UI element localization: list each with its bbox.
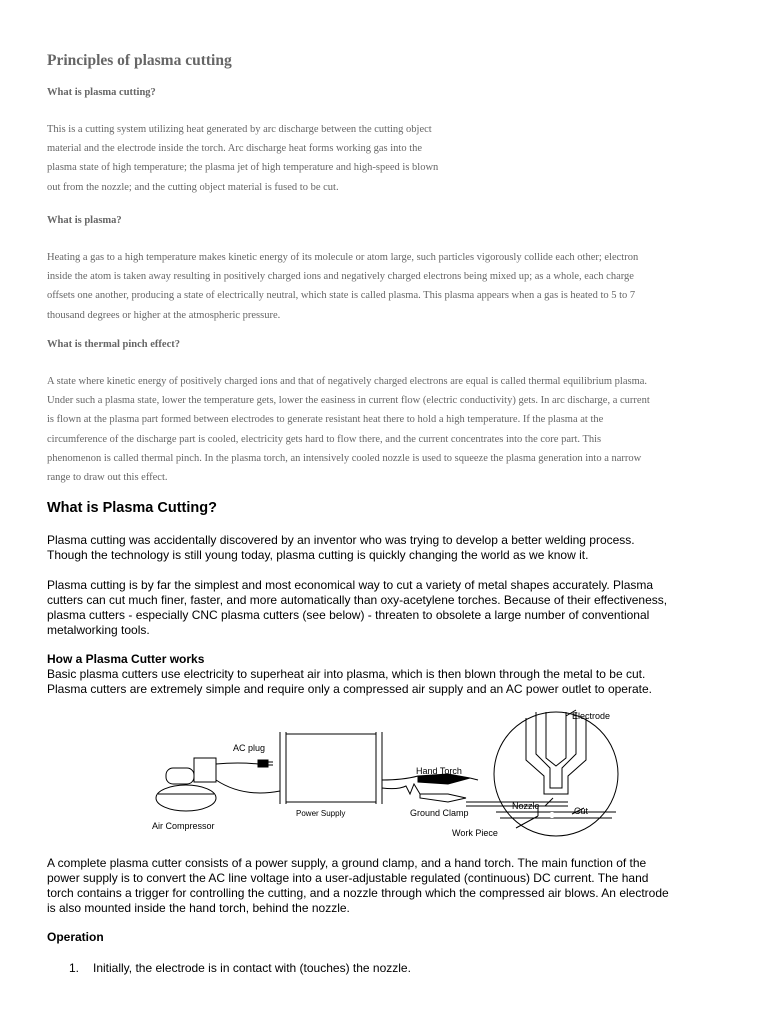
list-number: 1. — [69, 961, 80, 975]
text-line: Plasma cutting was accidentally discovered by an inventor who was trying to develop a better welding process. — [47, 533, 635, 547]
label-power-supply: Power Supply — [296, 809, 346, 818]
text-line: torch contains a trigger for controlling the cutting, and a nozzle through which the compressed air blows. An electrode — [47, 886, 669, 900]
paragraph-how-it-works — [47, 652, 652, 697]
text-line: power supply is to convert the AC line voltage into a user-adjustable regulated (continuous) DC current. The hand — [47, 871, 649, 885]
heading-what-is-plasma-cutting: What is plasma cutting? — [47, 87, 156, 98]
heading-thermal-pinch: What is thermal pinch effect? — [47, 339, 180, 350]
subheading-operation: Operation — [47, 930, 104, 944]
text-line: A state where kinetic energy of positively charged ions and that of negatively charged electrons are equal is called thermal equilibrium plasma. — [47, 376, 648, 387]
text-line: is flown at the plasma part formed between electrodes to generate resistant heat there to hold a high temperature. If the plasma at the — [47, 414, 604, 426]
text-line: Basic plasma cutters use electricity to superheat air into plasma, which is then blown through the metal to be cut. — [47, 667, 646, 681]
compressor-motor — [166, 768, 194, 784]
page-title: Principles of plasma cutting — [47, 52, 232, 69]
paragraph-history — [47, 533, 635, 563]
power-supply-box — [286, 734, 376, 802]
text-line: Under such a plasma state, lower the temperature gets, lower the easiness in current flow (electric conductivity) gets. In arc discharge, a current — [47, 395, 650, 407]
paragraph-economy — [47, 578, 667, 638]
text-line: plasma state of high temperature; the plasma jet of high temperature and high-speed is blown — [47, 162, 439, 174]
label-hand-torch: Hand Torch — [416, 766, 462, 776]
text-line: is also mounted inside the hand torch, behind the nozzle. — [47, 901, 350, 915]
paragraph-plasma-definition — [47, 248, 638, 325]
text-line: Though the technology is still young today, plasma cutting is quickly changing the world as we know it. — [47, 548, 589, 562]
text-line: plasma cutters - especially CNC plasma cutters (see below) - threaten to obsolete a large number of conventional — [47, 608, 650, 622]
text-line: range to draw out this effect. — [47, 472, 168, 484]
text-line: circumference of the discharge part is cooled, electricity gets hard to flow there, and the current concentrates into the core part. This — [47, 433, 602, 445]
label-air-compressor: Air Compressor — [152, 821, 215, 831]
plasma-cutter-diagram — [148, 698, 628, 840]
paragraph-thermal-pinch — [47, 372, 650, 487]
list-text: Initially, the electrode is in contact with (touches) the nozzle. — [93, 961, 411, 975]
text-line: Plasma cutting is by far the simplest and most economical way to cut a variety of metal shapes accurately. Plasma — [47, 578, 654, 592]
text-line: cutters can cut much finer, faster, and more automatically than oxy-acetylene torches. Because of their effectiveness, — [47, 593, 668, 607]
paragraph-components — [47, 856, 669, 916]
nozzle-magnified-view — [494, 712, 618, 836]
text-line: out from the nozzle; and the cutting object material is fused to be cut. — [47, 181, 339, 193]
section-heading-what-is-plasma-cutting: What is Plasma Cutting? — [47, 500, 217, 516]
text-line: Plasma cutters are extremely simple and require only a compressed air supply and an AC power outlet to operate. — [47, 682, 652, 696]
text-line: A complete plasma cutter consists of a power supply, a ground clamp, and a hand torch. The main function of the — [47, 856, 647, 870]
label-work-piece: Work Piece — [452, 828, 498, 838]
text-line: Heating a gas to a high temperature makes kinetic energy of its molecule or atom large, such particles vigorously collide each other; electron — [47, 252, 639, 263]
text-line: material and the electrode inside the torch. Arc discharge heat forms working gas into the — [47, 143, 423, 155]
electrode — [546, 712, 566, 766]
label-nozzle: Nozzle — [512, 801, 540, 811]
text-line: thousand degrees or higher at the atmospheric pressure. — [47, 309, 281, 321]
text-line: phenomenon is called thermal pinch. In the plasma torch, an intensively cooled nozzle is used to squeeze the plasma generation into a narrow — [47, 452, 642, 464]
label-ground-clamp: Ground Clamp — [410, 808, 469, 818]
air-compressor-tank — [156, 785, 216, 811]
text-line: metalworking tools. — [47, 623, 150, 637]
compressor-box — [194, 758, 216, 782]
text-line: offsets one another, producing a state of electrically neutral, which state is called plasma. This plasma appears when a gas is heated to 5 to 7 — [47, 290, 636, 302]
text-line: inside the atom is taken away resulting in positively charged ions and negatively charged electrons being mixed up; as a whole, each charge — [47, 271, 634, 283]
label-cut: Cut — [574, 806, 589, 816]
heading-what-is-plasma: What is plasma? — [47, 215, 122, 226]
text-line: This is a cutting system utilizing heat generated by arc discharge between the cutting object — [47, 124, 432, 135]
label-ac-plug: AC plug — [233, 743, 266, 753]
list-item — [69, 961, 411, 976]
label-electrode: Electrode — [572, 711, 611, 721]
ground-clamp — [420, 794, 466, 802]
subheading-how-plasma-cutter-works: How a Plasma Cutter works — [47, 652, 205, 666]
paragraph-plasma-cutting-definition — [47, 120, 438, 197]
